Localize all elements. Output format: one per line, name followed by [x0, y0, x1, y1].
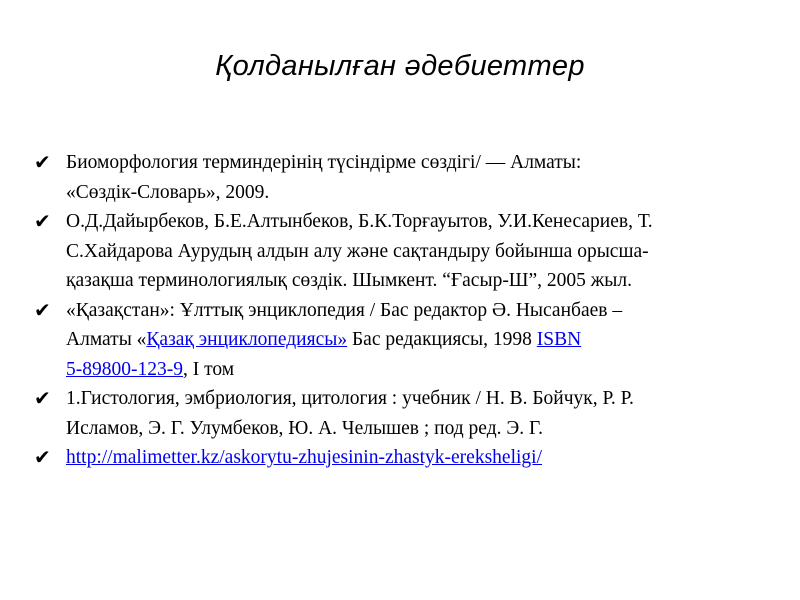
reference-line: «Сөздік-Словарь», 2009.: [66, 181, 270, 203]
reference-line: Исламов, Э. Г. Улумбеков, Ю. А. Челышев ; под ред. Э. Г.: [66, 417, 543, 439]
encyclopedia-link[interactable]: Қазақ энциклопедиясы»: [146, 329, 348, 350]
reference-text: Алматы «: [66, 329, 147, 350]
check-mark-icon: ✔: [34, 150, 51, 174]
slide-title: Қолданылған әдебиеттер: [215, 50, 585, 82]
web-source-link[interactable]: http://malimetter.kz/askorytu-zhujesinin-zhastyk-erekshelіgi/: [66, 447, 542, 468]
reference-line: [66, 355, 754, 385]
reference-line: Биоморфология терминдерінің түсіндірме сөздігі/ — Алматы:: [66, 152, 582, 173]
reference-line: «Қазақстан»: Ұлттық энциклопедия / Бас редактор Ә. Нысанбаев –: [66, 299, 623, 321]
reference-line: 1.Гистология, эмбриология, цитология : учебник / Н. В. Бойчук, Р. Р.: [66, 388, 634, 409]
check-mark-icon: ✔: [34, 209, 51, 233]
reference-item: [34, 148, 754, 207]
reference-line: О.Д.Дайырбеков, Б.Е.Алтынбеков, Б.К.Торғауытов, У.И.Кенесариев, Т.: [66, 211, 653, 232]
reference-text: Бас редакциясы, 1998: [347, 329, 537, 350]
reference-item: [34, 384, 754, 443]
reference-item: [34, 443, 754, 473]
reference-item: [34, 296, 754, 385]
isbn-link[interactable]: ISBN: [536, 329, 582, 350]
reference-line: [66, 443, 754, 473]
reference-line: С.Хайдарова Аурудың алдын алу және сақтандыру бойынша орысша-: [66, 240, 649, 262]
check-mark-icon: ✔: [34, 445, 51, 469]
reference-item: [34, 207, 754, 296]
isbn-number-link[interactable]: 5-89800-123-9: [66, 358, 183, 380]
reference-line: қазақша терминологиялық сөздік. Шымкент. “Ғасыр-Ш”, 2005 жыл.: [66, 270, 632, 291]
reference-line: [66, 325, 754, 355]
reference-text: , I том: [182, 358, 235, 380]
check-mark-icon: ✔: [34, 297, 51, 322]
check-mark-icon: ✔: [34, 386, 51, 410]
references-list: [34, 148, 754, 473]
